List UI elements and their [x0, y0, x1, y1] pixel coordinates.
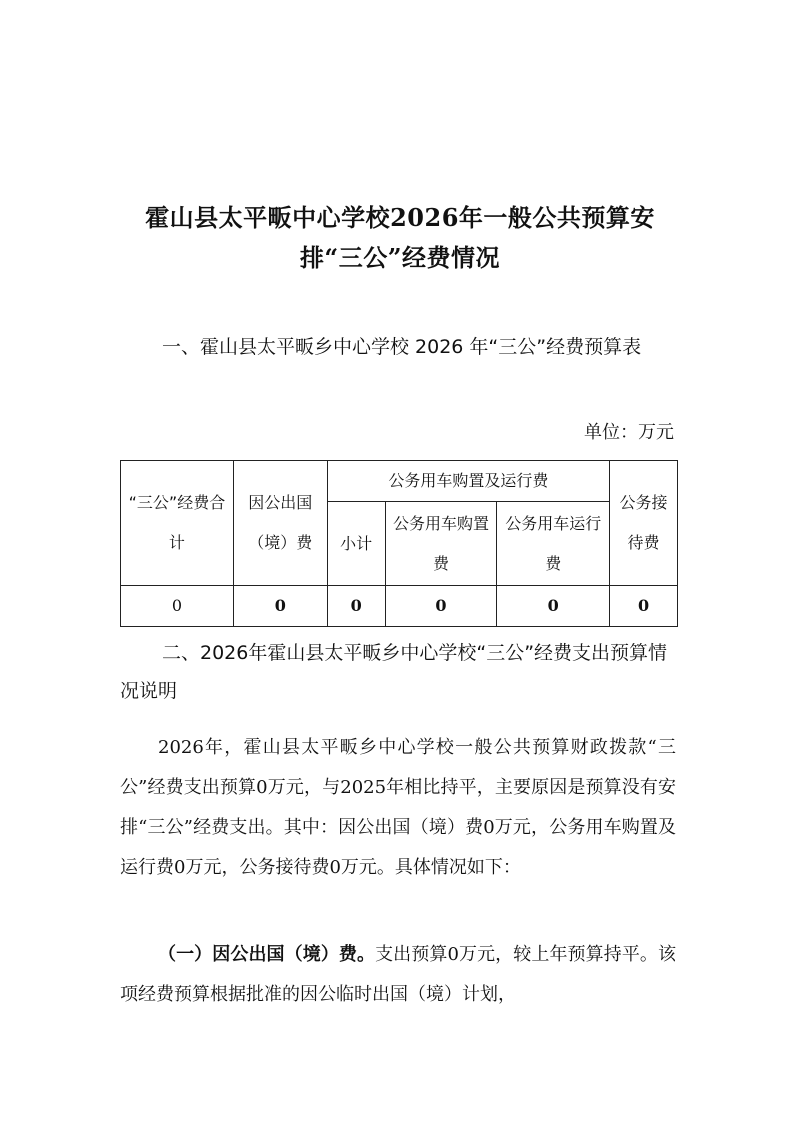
value-reception: 0 — [610, 586, 678, 627]
abroad-paragraph-label: （一）因公出国（境）费。 — [158, 944, 376, 965]
value-vehicle-operation: 0 — [497, 586, 610, 627]
header-vehicle-operation: 公务用车运行费 — [497, 502, 610, 586]
header-abroad: 因公出国（境）费 — [233, 461, 327, 586]
header-vehicle-group: 公务用车购置及运行费 — [327, 461, 609, 502]
document-title: 霍山县太平畈中心学校2026年一般公共预算安排“三公”经费情况 — [145, 203, 655, 272]
abroad-paragraph-text: 支出预算0万元，较上年预算持平。该项经费预算根据批准的因公临时出国（境）计划， — [120, 944, 676, 1005]
table-header-row — [121, 461, 678, 502]
value-total: 0 — [121, 586, 234, 627]
budget-table — [120, 460, 678, 627]
header-vehicle-subtotal: 小计 — [327, 502, 385, 586]
explanation-paragraph: 2026年，霍山县太平畈乡中心学校一般公共预算财政拨款“三公”经费支出预算0万元，与2025年相比持平，主要原因是预算没有安排“三公”经费支出。其中：因公出国（境）费0万元，公务用车购置及运行费0万元，公务接待费0万元。具体情况如下： — [120, 737, 676, 878]
table-row — [121, 586, 678, 627]
section-two-heading: 二、2026年霍山县太平畈乡中心学校“三公”经费支出预算情况说明 — [120, 642, 668, 702]
value-vehicle-subtotal: 0 — [327, 586, 385, 627]
section-one-heading: 一、霍山县太平畈乡中心学校 2026 年“三公”经费预算表 — [162, 336, 642, 358]
value-vehicle-purchase: 0 — [385, 586, 497, 627]
header-vehicle-purchase: 公务用车购置费 — [385, 502, 497, 586]
header-total: “三公”经费合计 — [121, 461, 234, 586]
abroad-paragraph — [120, 935, 676, 1015]
value-abroad: 0 — [233, 586, 327, 627]
unit-label: 单位：万元 — [584, 422, 674, 443]
header-reception: 公务接待费 — [610, 461, 678, 586]
